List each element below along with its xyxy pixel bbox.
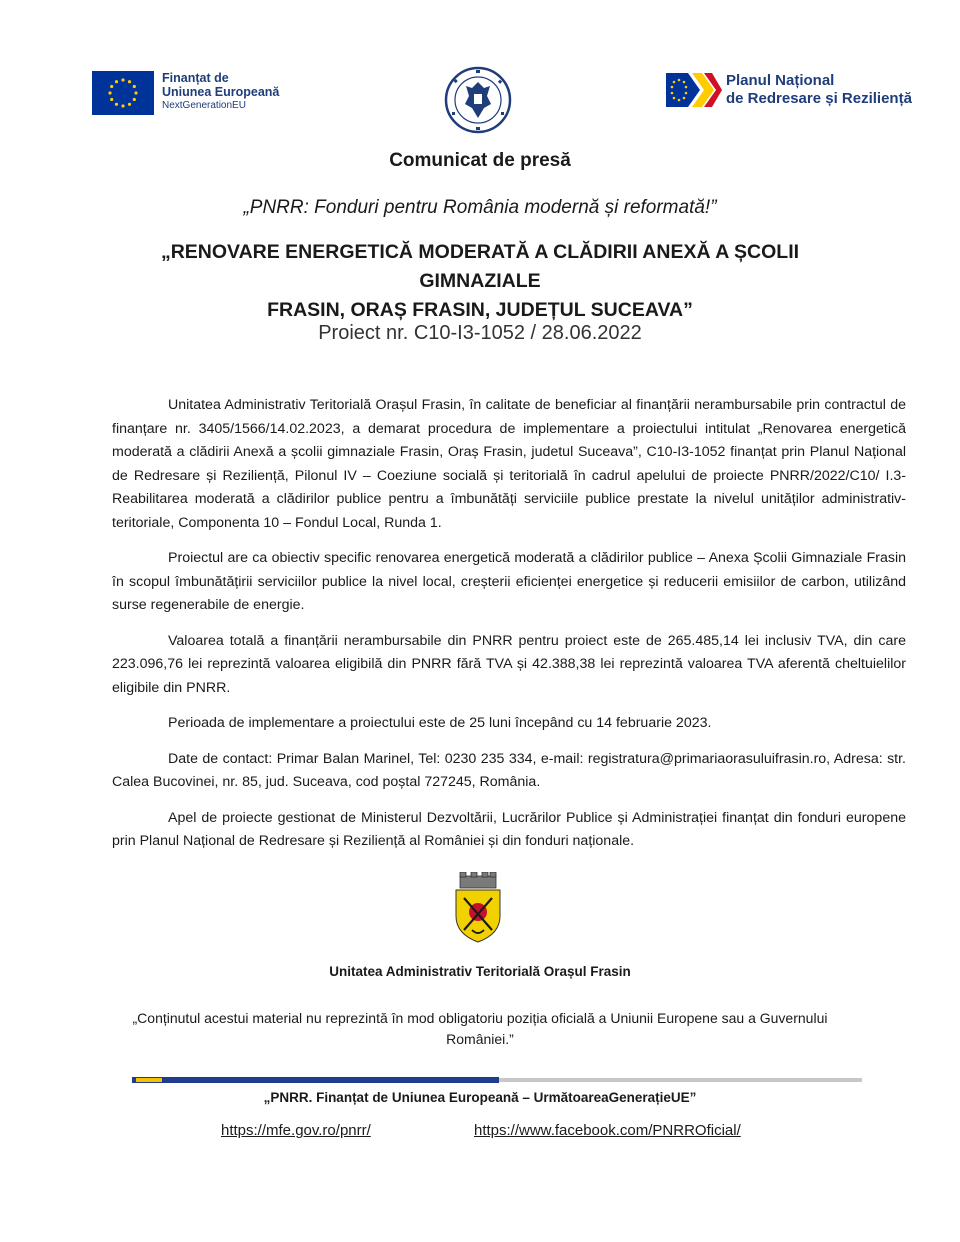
eu-funding-logo — [92, 71, 279, 115]
issuer-signature: Unitatea Administrativ Teritorială Orașul Frasin — [329, 964, 631, 979]
eu-flag-icon — [92, 71, 154, 115]
pnrr-logo — [666, 72, 912, 108]
pnrr-logo-line2: de Redresare și Reziliență — [726, 90, 912, 107]
eu-logo-line2: Uniunea Europeană — [162, 85, 280, 99]
project-number: Proiect nr. C10-I3-1052 / 28.06.2022 — [318, 322, 642, 344]
eu-disclaimer: „Conținutul acestui material nu reprezintă în mod obligatoriu poziția oficială a Uniunii Europene sau a Guvernului României.” — [132, 1010, 828, 1047]
divider-blue-segment — [132, 1077, 499, 1083]
eu-logo-text — [162, 71, 279, 113]
footer-slogan: „PNRR. Finanțat de Uniunea Europeană – UrmătoareaGenerațieUE” — [263, 1090, 697, 1105]
paragraph-call: Apel de proiecte gestionat de Ministerul Dezvoltării, Lucrărilor Publice și Administrației finanțat din fonduri europene prin Planul Național de Redresare și Reziliență al României și din fonduri naționale. — [112, 809, 906, 849]
divider-gray-segment — [499, 1078, 862, 1082]
paragraph-contact: Date de contact: Primar Balan Marinel, Tel: 0230 235 334, e-mail: registratura@primariaorasuluifrasin.ro, Adresa: str. Calea Bucovinei, nr. 85, jud. Suceava, cod poștal 727245, România. — [112, 750, 906, 790]
paragraph-financing: Valoarea totală a finanțării nerambursabile din PNRR pentru proiect este de 265.485,14 lei inclusiv TVA, din care 223.096,76 lei reprezintă valoarea eligibilă din PNRR fără TVA și 42.388,38 lei reprezintă valoarea TVA aferentă cheltuielilor eligibile din PNRR. — [112, 632, 906, 696]
eu-logo-line1: Finanțat de — [162, 71, 229, 85]
government-seal-icon — [444, 66, 512, 134]
eu-logo-line3: NextGenerationEU — [162, 100, 246, 111]
project-title-line1: „RENOVARE ENERGETICĂ MODERATĂ A CLĂDIRII ANEXĂ A ȘCOLII GIMNAZIALE — [160, 241, 800, 292]
pnrr-flag-icon — [666, 73, 722, 107]
paragraph-period: Perioada de implementare a proiectului este de 25 luni începând cu 14 februarie 2023. — [168, 715, 712, 731]
pnrr-logo-text — [726, 72, 912, 108]
divider-yellow-accent — [136, 1078, 162, 1082]
pnrr-logo-line1: Planul Național — [726, 72, 835, 89]
frasin-coat-of-arms-icon — [452, 872, 504, 944]
press-release-body — [112, 394, 906, 866]
paragraph-objective: Proiectul are ca obiectiv specific renovarea energetică moderată a clădirilor publice – Anexa Școlii Gimnaziale Frasin în scopul îmbunătățirii serviciilor publice la nivel local, creșterii eficienței energetice și reducerii emisiilor de carbon, utilizând surse regenerabile de energie. — [112, 550, 906, 613]
paragraph-beneficiary: Unitatea Administrativ Teritorială Orașul Frasin, în calitate de beneficiar al finanțării nerambursabile prin contractul de finanțare nr. 3405/1566/14.02.2023, a demarat procedura de implementare a proiectului intitulat „Renovarea energetică moderată a clădirii Anexă a școlii gimnaziale Frasin, Oraș Frasin, judetul Suceava”, C10-I3-1052 finanțat prin Planul Național de Redresare și Reziliență, Pilonul IV – Coeziune socială și teritorială în cadrul apelului de proiecte PNRR/2022/C10/ I.3- Reabilitarea moderată a clădirilor publice pentru a îmbunătăți serviciile publice prestate la nivelul unităților administrativ-teritoriale, Componenta 10 – Fondul Local, Runda 1. — [112, 397, 906, 531]
project-title — [100, 238, 860, 325]
mfe-pnrr-link[interactable]: https://mfe.gov.ro/pnrr/ — [221, 1122, 371, 1139]
campaign-subtitle: „PNRR: Fonduri pentru România modernă și reformată!” — [243, 197, 717, 218]
project-title-line2: FRASIN, ORAȘ FRASIN, JUDEȚUL SUCEAVA” — [267, 299, 693, 321]
facebook-pnrr-link[interactable]: https://www.facebook.com/PNRROficial/ — [474, 1122, 741, 1139]
press-release-title: Comunicat de presă — [389, 150, 571, 171]
footer-divider — [132, 1077, 862, 1083]
